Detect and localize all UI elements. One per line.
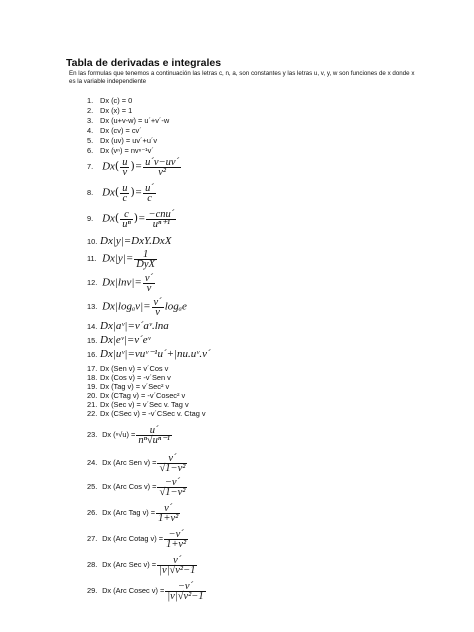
list-item: 8. Dx( $\frac{u}{c}$ )= $\frac{u´}{c}$ — [87, 183, 154, 204]
list-item: 5. Dx (uv) = uv´+u´v — [87, 136, 158, 145]
list-item: 10. Dx|y|=DxY.DxX — [87, 235, 172, 247]
list-item: 9. Dx( $\frac{c}{\text{uⁿ}}$ )= $\frac{\text{−cnu´}}{\text{uⁿ⁺¹}}$ — [87, 209, 175, 230]
list-item: 22. Dx (CSec v) = -v´CSec v. Ctag v — [87, 409, 206, 418]
list-item: 1. Dx (c) = 0 — [87, 96, 133, 105]
list-item: 6. Dx (vⁿ) = nvⁿ⁻¹v´ — [87, 146, 154, 155]
list-item: 21. Dx (Sec v) = v´Sec v. Tag v — [87, 400, 189, 409]
list-item: 16. Dx|uᵛ|=vuᵛ⁻¹u´+|nu.uᵛ.v´ — [87, 348, 211, 360]
list-item: 27. Dx (Arc Cotag v) = $\frac{-v´}{\text{1+v²}}$ — [87, 529, 187, 550]
list-item: 18. Dx (Cos v) = -v´Sen v — [87, 373, 171, 382]
list-item: 28. Dx (Arc Sec v) = $\frac{v´}{\text{|v|√v²−1}}$ — [87, 555, 196, 576]
list-item: 26. Dx (Arc Tag v) = $\frac{v´}{\text{1+v²}}$ — [87, 503, 179, 524]
list-item: 2. Dx (x) = 1 — [87, 106, 133, 115]
list-item: 24. Dx (Arc Sen v) = $\frac{v´}{\text{√1−v²}}$ — [87, 453, 186, 474]
list-item: 15. Dx|eᵛ|=v´eᵛ — [87, 334, 151, 346]
list-item: 4. Dx (cv) = cv´ — [87, 126, 142, 135]
page-title: Tabla de derivadas e integrales — [66, 57, 222, 69]
list-item: 23. Dx (ⁿ√u) = $\frac{u´}{\text{nⁿ√uⁿ⁻¹}}$ — [87, 425, 170, 446]
list-item: 29. Dx (Arc Cosec v) = $\frac{-v´}{\text{|v|√v²−1}}$ — [87, 581, 204, 602]
list-item: 19. Dx (Tag v) = v´Sec² v — [87, 382, 170, 391]
list-item: 17. Dx (Sen v) = v´Cos v — [87, 364, 169, 373]
list-item: 12. Dx|lnv|= $\frac{v´}{v}$ — [87, 273, 153, 294]
list-item: 13. Dx|logₐv|= $\frac{v´}{v}$ logₐe — [87, 297, 187, 318]
list-item: 3. Dx (u+v-w) = u´+v´-w — [87, 116, 170, 125]
list-item: 20. Dx (CTag v) = -v´Cosec² v — [87, 391, 186, 400]
list-item: 7. Dx( $\frac{u}{v}$ )= $\frac{u´v-uv´}{\text{v²}}$ — [87, 157, 180, 178]
list-item: 11. Dx|y|= $\frac{1}{\text{DyX}}$ — [87, 249, 155, 270]
list-item: 14. Dx|aᵛ|=v´aᵛ.lna — [87, 320, 169, 332]
list-item: 25. Dx (Arc Cos v) = $\frac{-v´}{\text{√1−v²}}$ — [87, 477, 186, 498]
intro-paragraph: En las formulas que tenemos a continuación las letras c, n, a, son constantes y las letras u, v, y, w son funciones de x donde x es la variable independiente — [69, 70, 415, 86]
